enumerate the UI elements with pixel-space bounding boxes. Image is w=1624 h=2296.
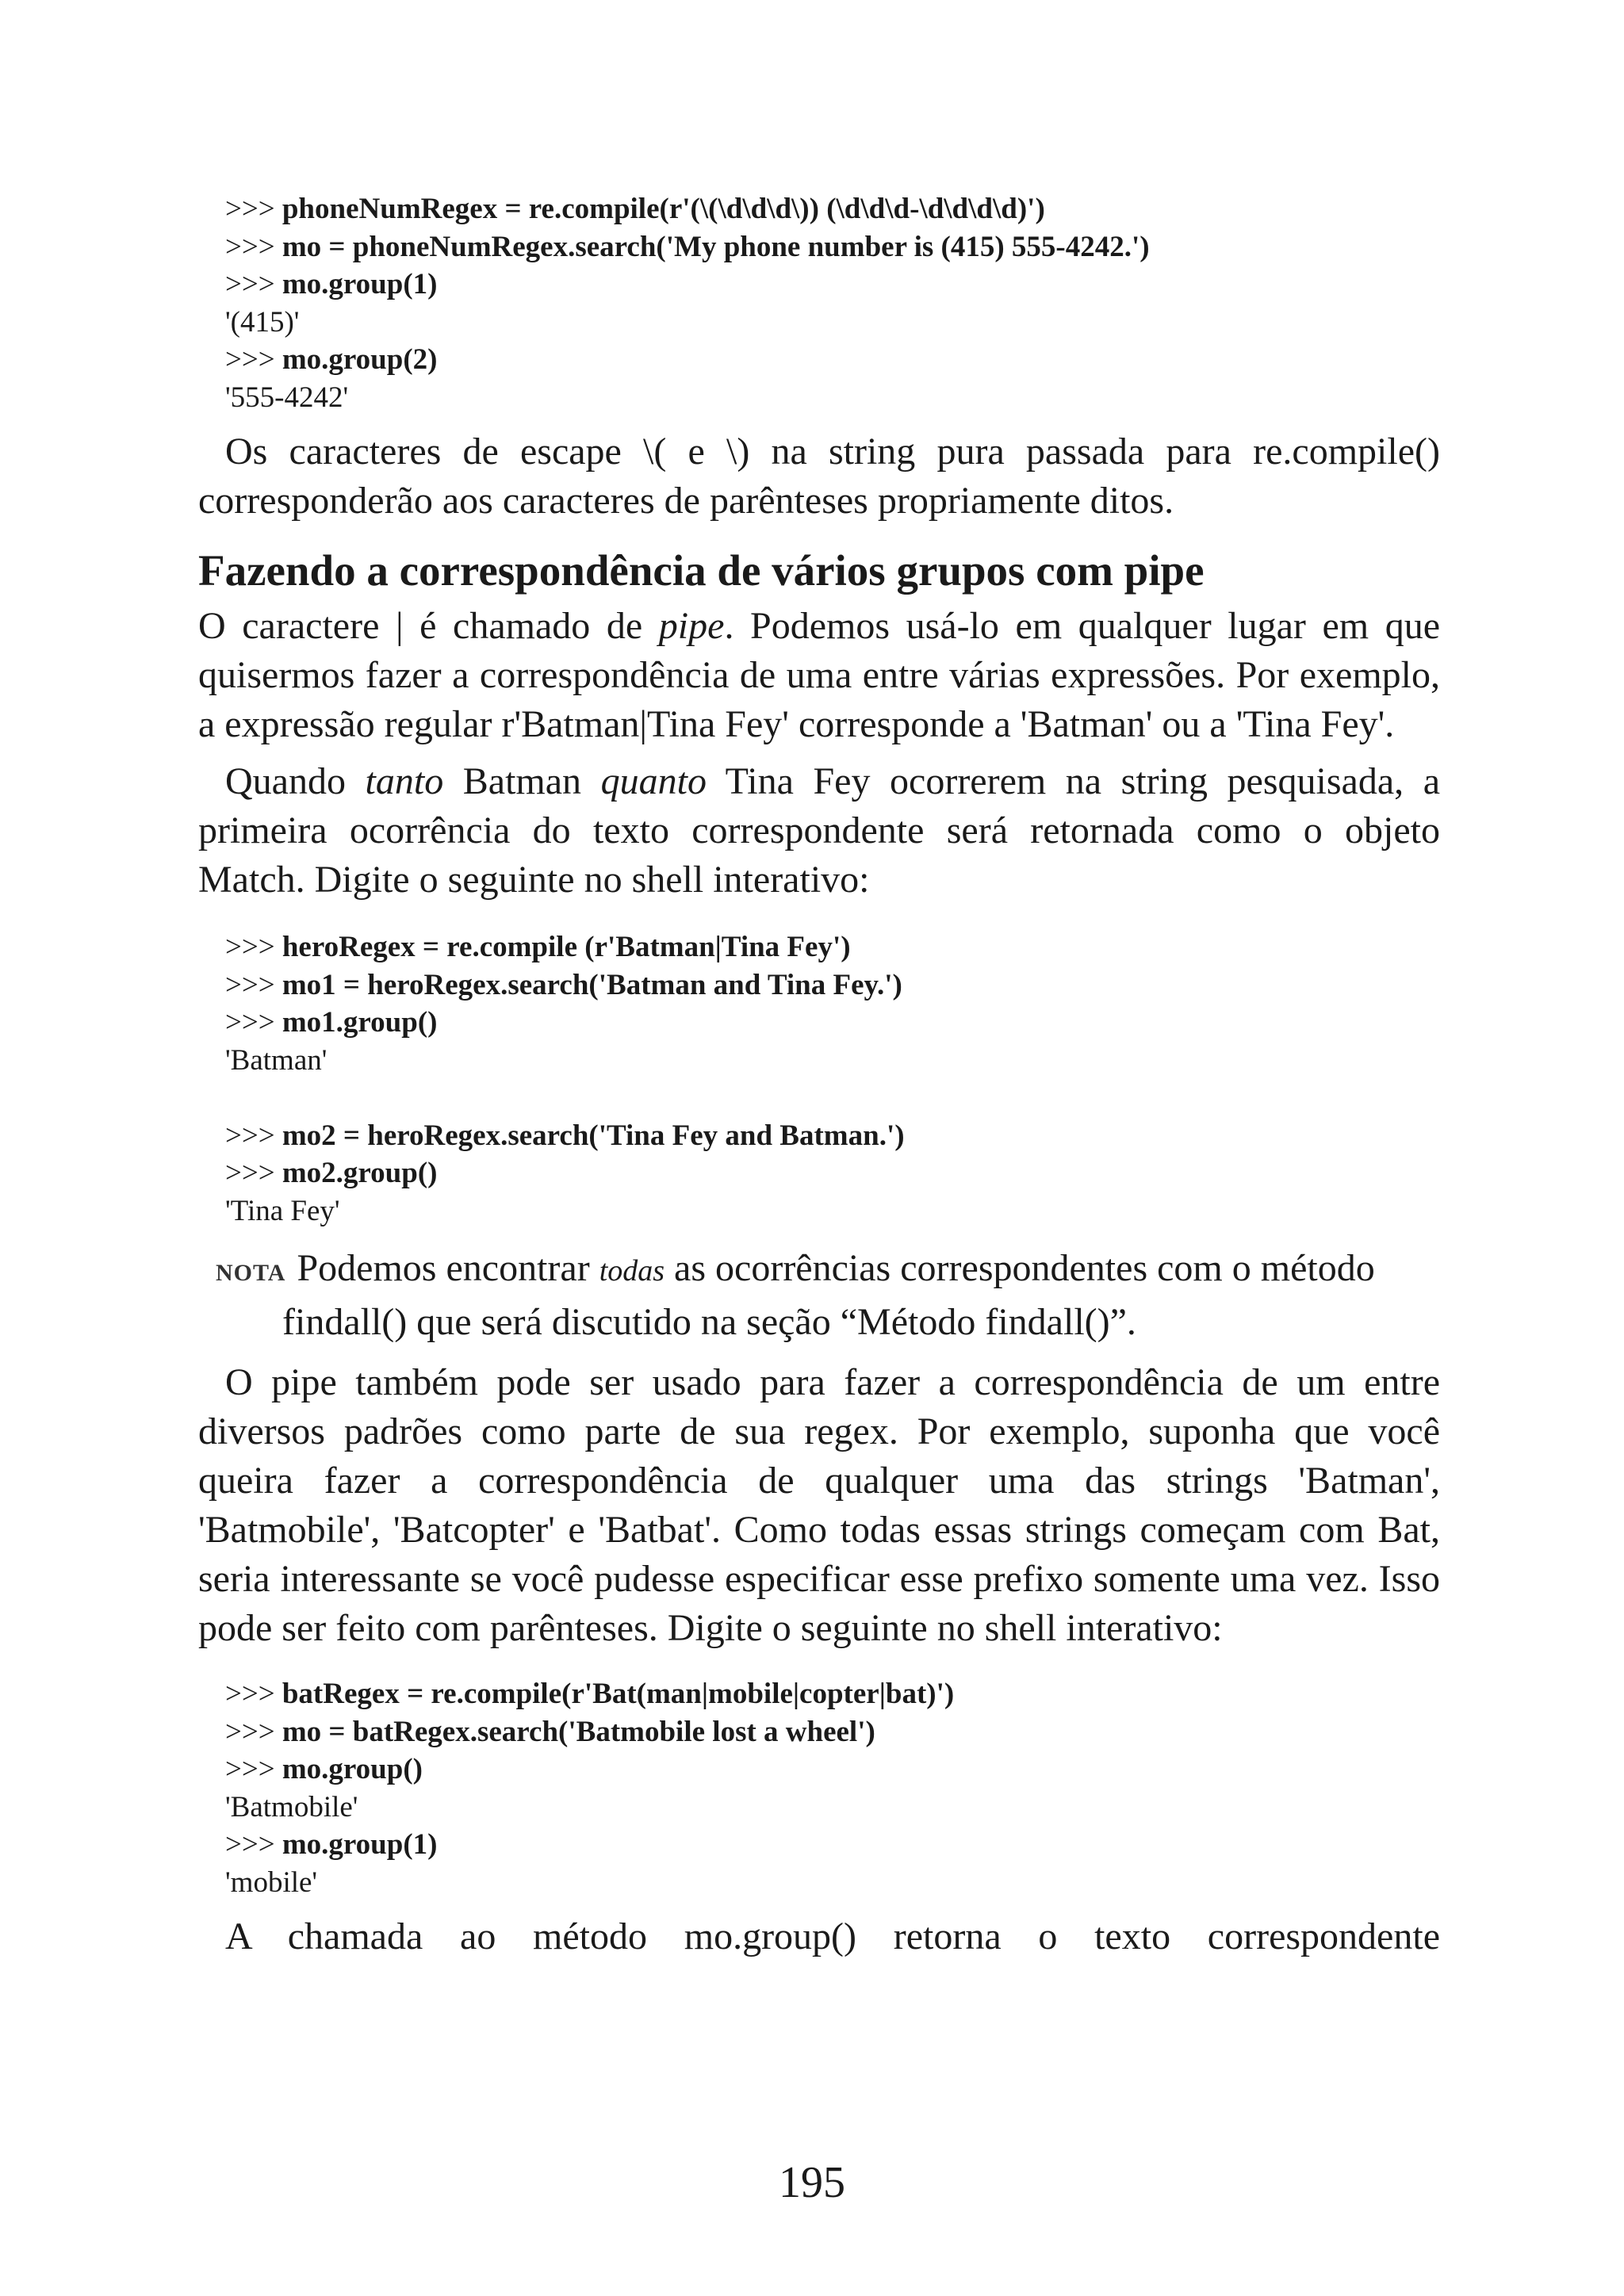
code-line — [225, 1675, 1440, 1713]
code-command: mo.group(1) — [282, 268, 438, 300]
paragraph-first-occurrence — [198, 757, 1440, 905]
note-box — [198, 1244, 1440, 1347]
code-prompt: >>> — [225, 1678, 282, 1710]
code-line — [225, 1117, 1440, 1155]
code-prompt: >>> — [225, 1119, 282, 1152]
code-line — [225, 379, 1440, 417]
code-prompt: >>> — [225, 931, 282, 963]
section-heading: Fazendo a correspondência de vários grupos com pipe — [198, 546, 1205, 595]
para-3-part-3: Tina Fey ocorrerem na string pesquisada, a primeira ocorrência do texto correspondente será retornada como o objeto Match. Digite o seguinte no shell interativo: — [198, 760, 1440, 901]
note-label: NOTA — [216, 1260, 286, 1286]
code-line — [225, 228, 1440, 266]
code-line — [225, 1751, 1440, 1789]
page-number: 195 — [779, 2158, 845, 2207]
code-prompt: >>> — [225, 1828, 282, 1861]
para-2-emphasis-pipe: pipe — [658, 605, 725, 647]
code-line — [225, 1042, 1440, 1080]
code-prompt: >>> — [225, 1715, 282, 1748]
code-line — [225, 266, 1440, 304]
code-command: mo2.group() — [282, 1157, 438, 1189]
code-output: 'mobile' — [225, 1866, 318, 1899]
code-prompt: >>> — [225, 968, 282, 1001]
note-emphasis-todas: todas — [599, 1254, 665, 1288]
code-command: heroRegex = re.compile (r'Batman|Tina Fey') — [282, 931, 851, 963]
code-command: batRegex = re.compile(r'Bat(man|mobile|copter|bat)') — [282, 1678, 955, 1710]
code-blank-line — [225, 1079, 1440, 1117]
code-output: '(415)' — [225, 305, 300, 339]
paragraph-pipe-intro — [198, 602, 1440, 749]
code-command: mo = batRegex.search('Batmobile lost a wheel') — [282, 1715, 875, 1748]
code-line — [225, 928, 1440, 966]
note-text-after: as ocorrências correspondentes com o método findall() que será discutido na seção “Método findall()”. — [282, 1247, 1375, 1343]
code-line — [225, 1864, 1440, 1902]
code-block-hero-part-a — [225, 928, 1440, 1079]
note-text-before: Podemos encontrar — [297, 1247, 599, 1289]
code-command: mo.group() — [282, 1753, 423, 1785]
code-line — [225, 1713, 1440, 1751]
code-output: 'Batman' — [225, 1043, 327, 1077]
para-2-text-after: . Podemos usá-lo em qualquer lugar em que quisermos fazer a correspondência de uma entre várias expressões. Por exemplo, a expressão regular r'Batman|Tina Fey' corresponde a 'Batman' ou a 'Tina Fey'. — [198, 605, 1441, 745]
code-output: '555-4242' — [225, 381, 349, 414]
code-command: mo2 = heroRegex.search('Tina Fey and Batman.') — [282, 1119, 905, 1152]
code-line — [225, 304, 1440, 342]
code-line — [225, 1789, 1440, 1827]
code-line — [225, 1826, 1440, 1864]
code-block-phone-regex — [198, 190, 1440, 416]
code-prompt: >>> — [225, 268, 282, 300]
code-prompt: >>> — [225, 343, 282, 376]
paragraph-escape-characters: Os caracteres de escape \( e \) na string pura passada para re.compile() corresponderão aos caracteres de parênteses propriamente ditos. — [198, 430, 1440, 522]
para-3-emphasis-tanto: tanto — [365, 760, 444, 802]
para-3-part-1: Quando — [225, 760, 366, 802]
para-3-emphasis-quanto: quanto — [600, 760, 707, 802]
code-prompt: >>> — [225, 1157, 282, 1189]
code-prompt: >>> — [225, 1006, 282, 1039]
code-line — [225, 1004, 1440, 1042]
code-command: mo1.group() — [282, 1006, 438, 1039]
code-command: mo.group(1) — [282, 1828, 438, 1861]
code-block-bat-regex — [198, 1675, 1440, 1901]
code-output: 'Batmobile' — [225, 1790, 358, 1823]
code-command: mo.group(2) — [282, 343, 438, 376]
code-output: 'Tina Fey' — [225, 1194, 340, 1227]
code-prompt: >>> — [225, 193, 282, 225]
para-3-part-2: Batman — [443, 760, 601, 802]
code-command: mo = phoneNumRegex.search('My phone number is (415) 555-4242.') — [282, 230, 1150, 263]
code-line — [225, 1192, 1440, 1230]
paragraph-pipe-groups: O pipe também pode ser usado para fazer a correspondência de um entre diversos padrões como parte de sua regex. Por exemplo, suponha que você queira fazer a correspondência de qualquer uma das strings 'Batman', 'Batmobile', 'Batcopter' e 'Batbat'. Como todas essas strings começam com Bat, seria interessante se você pudesse especificar esse prefixo somente uma vez. Isso pode ser feito com parênteses. Digite o seguinte no shell interativo: — [198, 1361, 1440, 1649]
code-line — [225, 1154, 1440, 1192]
paragraph-group-call: A chamada ao método mo.group() retorna o texto correspondente — [225, 1915, 1440, 1957]
code-line — [225, 966, 1440, 1004]
code-line — [225, 190, 1440, 228]
code-prompt: >>> — [225, 230, 282, 263]
para-2-text-before: O caractere | é chamado de — [198, 605, 659, 647]
code-line — [225, 341, 1440, 379]
page-content — [198, 190, 1440, 1961]
code-block-hero-part-b — [225, 1117, 1440, 1230]
code-command: phoneNumRegex = re.compile(r'(\(\d\d\d\)) (\d\d\d-\d\d\d\d)') — [282, 193, 1045, 225]
code-block-hero-regex — [198, 928, 1440, 1230]
code-prompt: >>> — [225, 1753, 282, 1785]
code-command: mo1 = heroRegex.search('Batman and Tina Fey.') — [282, 968, 902, 1001]
